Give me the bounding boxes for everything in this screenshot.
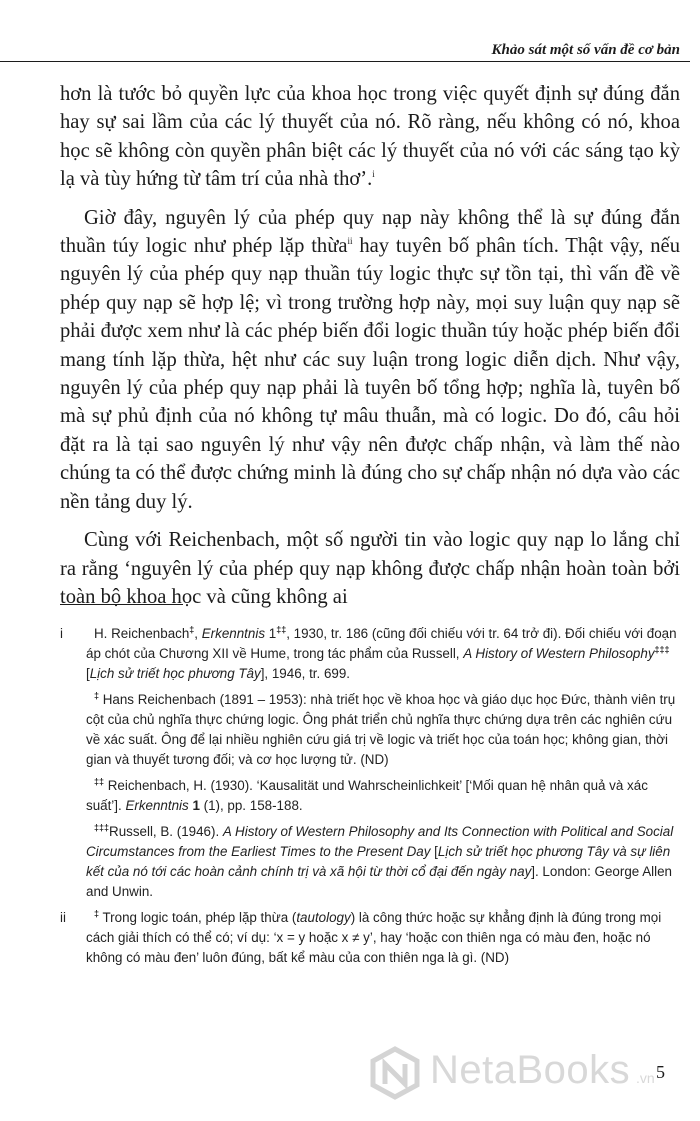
footnote-i-sub-1: ‡ Hans Reichenbach (1891 – 1953): nhà triết học về khoa học và giáo dục học Đức, thành viên trụ cột của chủ nghĩa thực chứng logic. Ông phát triển chủ nghĩa thực chứng dựa trên các nghiên cứu về xác suất. Ông để lại nhiều nghiên cứu giá trị về logic và triết học của toán học; không gian, thời gian và thuyết tương đối; và cơ học lượng tử. (ND) <box>86 690 676 767</box>
watermark-suffix: .vn <box>636 1070 655 1086</box>
footnote-ref-ii[interactable]: ii <box>347 236 353 247</box>
paragraph-3: Cùng với Reichenbach, một số người tin vào logic quy nạp lo lắng chỉ ra rằng ‘nguyên lý của phép quy nạp không được chấp nhận hoàn toàn bởi toàn bộ khoa học và cũng không ai <box>60 529 680 608</box>
netabooks-watermark <box>368 1044 688 1100</box>
footnote-i-main: H. Reichenbach‡, Erkenntnis 1‡‡, 1930, tr. 186 (cũng đối chiếu với tr. 64 trở đi). Đối chiếu với đoạn áp chót của Chương XII về Hume, trong tác phẩm của Russell, A History of Western Philosophy‡‡‡ [Lịch sử triết học phương Tây], 1946, tr. 699. <box>86 624 677 681</box>
footnote-i-sub-3: ‡‡‡Russell, B. (1946). A History of Western Philosophy and Its Connection with Political and Social Circumstances from the Earliest Times to the Present Day [Lịch sử triết học phương Tây và sự liên kết của nó tới các hoàn cảnh chính trị và xã hội từ thời cổ đại đến ngày nay]. London: George Allen and Unwin. <box>86 822 674 899</box>
footnotes <box>60 624 680 974</box>
watermark-brand: NetaBooks <box>430 1048 631 1092</box>
footnote-i-sub-2: ‡‡ Reichenbach, H. (1930). ‘Kausalität und Wahrscheinlichkeit’ [‘Mối quan hệ nhân quả và xác suất’]. Erkenntnis 1 (1), pp. 158-188. <box>86 776 648 813</box>
footnote-mark-ii: ii <box>60 910 66 925</box>
main-text <box>60 80 680 621</box>
running-header <box>0 40 690 62</box>
footnote-separator <box>60 604 183 605</box>
running-title: Khảo sát một số vấn đề cơ bản <box>491 42 680 58</box>
footnote-mark-i: i <box>60 626 63 641</box>
paragraph-2: Giờ đây, nguyên lý của phép quy nạp này không thể là sự đúng đắn thuần túy logic như phép lặp thừa$^{ii}$ hay tuyên bố phân tích. Thật vậy, nếu nguyên lý của phép quy nạp thuần túy logic thực sự tồn tại, thì vấn đề về phép quy nạp sẽ hợp lệ; vì trong trường hợp này, mọi suy luận quy nạp sẽ phải được xem như là các phép biến đổi logic thuần túy hoặc phép biến đổi mang tính lặp thừa, hệt như các suy luận trong logic diễn dịch. Như vậy, nguyên lý của phép quy nạp phải là tuyên bố tổng hợp; nghĩa là, tuyên bố mà sự phủ định của nó không tự mâu thuẫn, mà có logic. Do đó, câu hỏi đặt ra là tại sao nguyên lý như vậy nên được chấp nhận, và làm thế nào chúng ta có thể được chứng minh là đúng cho sự chấp nhận nó dựa vào các nền tảng duy lý. <box>60 206 680 513</box>
footnote-ref-i[interactable]: i <box>372 169 375 180</box>
paragraph-1: hơn là tước bỏ quyền lực của khoa học trong việc quyết định sự đúng đắn hay sự sai lầm của các lý thuyết của nó. Rõ ràng, nếu không có nó, khoa học sẽ không còn quyền phân biệt các lý thuyết của nó với các sáng tạo kỳ lạ và tùy hứng từ tâm trí của nhà thơ’.$^i$ <box>60 83 680 191</box>
footnote-ii-main: ‡ Trong logic toán, phép lặp thừa (tautology) là công thức hoặc sự khẳng định là đúng trong mọi cách giải thích có thể có; ví dụ: ‘x = y hoặc x ≠ y’, hay ‘hoặc con thiên nga có màu đen, hoặc nó không có màu đen’ luôn đúng, bất kể màu của con thiên nga là gì. (ND) <box>86 908 662 965</box>
footnote-i <box>60 624 680 902</box>
footnote-ii <box>60 908 680 968</box>
page-number: 5 <box>656 1062 665 1082</box>
netabooks-logo-icon <box>368 1046 422 1104</box>
